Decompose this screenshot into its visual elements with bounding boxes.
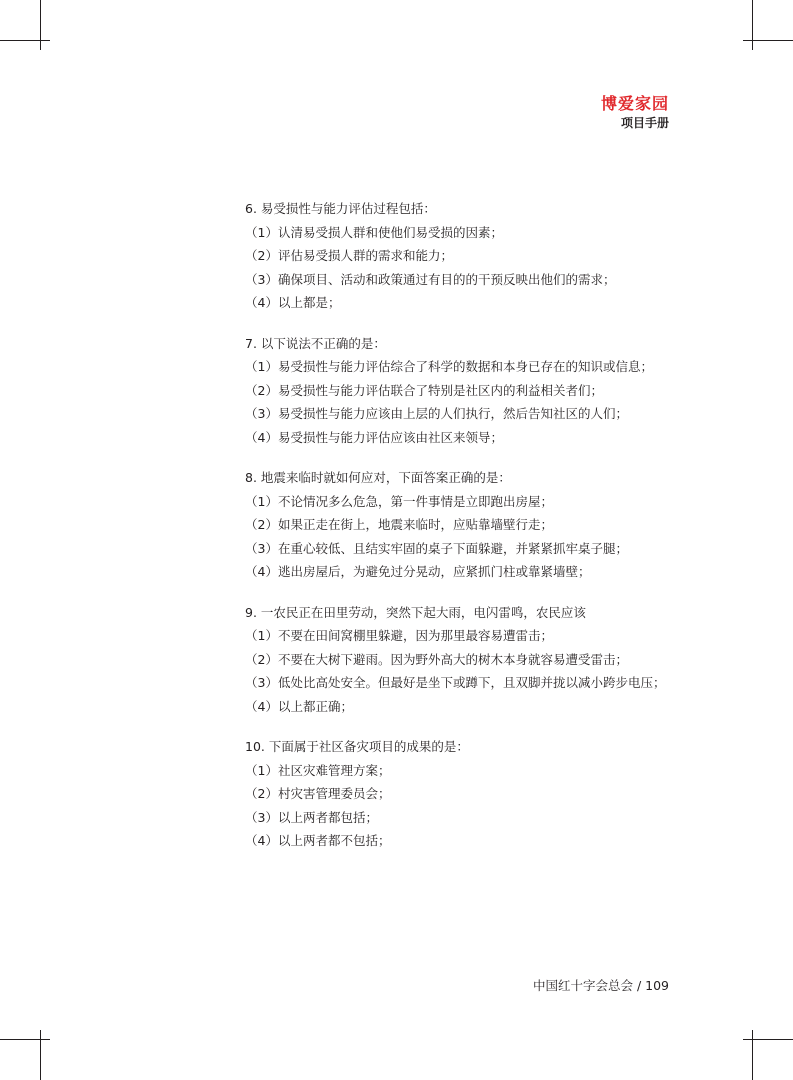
question-9 bbox=[245, 601, 685, 719]
question-title: 7. 以下说法不正确的是： bbox=[245, 335, 386, 351]
question-8 bbox=[245, 466, 685, 584]
question-option: （3）在重心较低、且结实牢固的桌子下面躲避，并紧紧抓牢桌子腿； bbox=[245, 540, 628, 556]
crop-mark bbox=[0, 40, 50, 41]
crop-mark bbox=[0, 1039, 50, 1040]
question-option: （2）如果正走在街上，地震来临时，应贴靠墙壁行走； bbox=[245, 517, 553, 532]
question-option: （3）确保项目、活动和政策通过有目的的干预反映出他们的需求； bbox=[245, 271, 616, 287]
question-option: （4）逃出房屋后，为避免过分晃动，应紧抓门柱或靠紧墙壁； bbox=[245, 564, 591, 579]
question-list bbox=[245, 197, 685, 870]
question-10 bbox=[245, 735, 685, 853]
crop-mark bbox=[743, 40, 793, 41]
question-option: （1）不要在田间窝棚里躲避，因为那里最容易遭雷击； bbox=[245, 628, 553, 643]
question-option: （3）易受损性与能力应该由上层的人们执行，然后告知社区的人们； bbox=[245, 406, 628, 421]
page-header bbox=[601, 94, 669, 131]
question-option: （3）低处比高处安全。但最好是坐下或蹲下，且双脚并拢以减小跨步电压； bbox=[245, 675, 666, 690]
question-option: （1）易受损性与能力评估综合了科学的数据和本身已存在的知识或信息； bbox=[245, 359, 653, 374]
crop-mark bbox=[40, 1030, 41, 1080]
question-option: （4）以上都正确； bbox=[245, 698, 353, 714]
question-option: （2）村灾害管理委员会； bbox=[245, 786, 391, 801]
question-option: （2）评估易受损人群的需求和能力； bbox=[245, 248, 453, 263]
question-7 bbox=[245, 332, 685, 450]
question-title: 6. 易受损性与能力评估过程包括： bbox=[245, 201, 436, 216]
crop-mark bbox=[752, 1030, 753, 1080]
question-option: （2）不要在大树下避雨。因为野外高大的树木本身就容易遭受雷击； bbox=[245, 651, 628, 667]
crop-mark bbox=[752, 0, 753, 50]
page-footer: 中国红十字会总会 / 109 bbox=[532, 978, 669, 993]
brand-title: 博爱家园 bbox=[600, 94, 669, 113]
crop-mark bbox=[40, 0, 41, 50]
question-option: （1）不论情况多么危急，第一件事情是立即跑出房屋； bbox=[245, 493, 553, 509]
question-option: （4）易受损性与能力评估应该由社区来领导； bbox=[245, 429, 503, 445]
question-option: （2）易受损性与能力评估联合了特别是社区内的利益相关者们； bbox=[245, 382, 603, 398]
question-title: 10. 下面属于社区备灾项目的成果的是： bbox=[245, 739, 469, 754]
question-option: （4）以上两者都不包括； bbox=[245, 833, 391, 848]
question-option: （1）社区灾难管理方案； bbox=[245, 762, 391, 778]
question-option: （1）认清易受损人群和使他们易受损的因素； bbox=[245, 224, 503, 240]
brand-subtitle: 项目手册 bbox=[620, 116, 669, 130]
crop-mark bbox=[743, 1039, 793, 1040]
question-option: （3）以上两者都包括； bbox=[245, 809, 378, 825]
question-title: 8. 地震来临时就如何应对，下面答案正确的是： bbox=[245, 470, 511, 485]
question-option: （4）以上都是； bbox=[245, 295, 341, 310]
question-6 bbox=[245, 197, 685, 315]
question-title: 9. 一农民正在田里劳动，突然下起大雨，电闪雷鸣，农民应该 bbox=[245, 604, 586, 620]
